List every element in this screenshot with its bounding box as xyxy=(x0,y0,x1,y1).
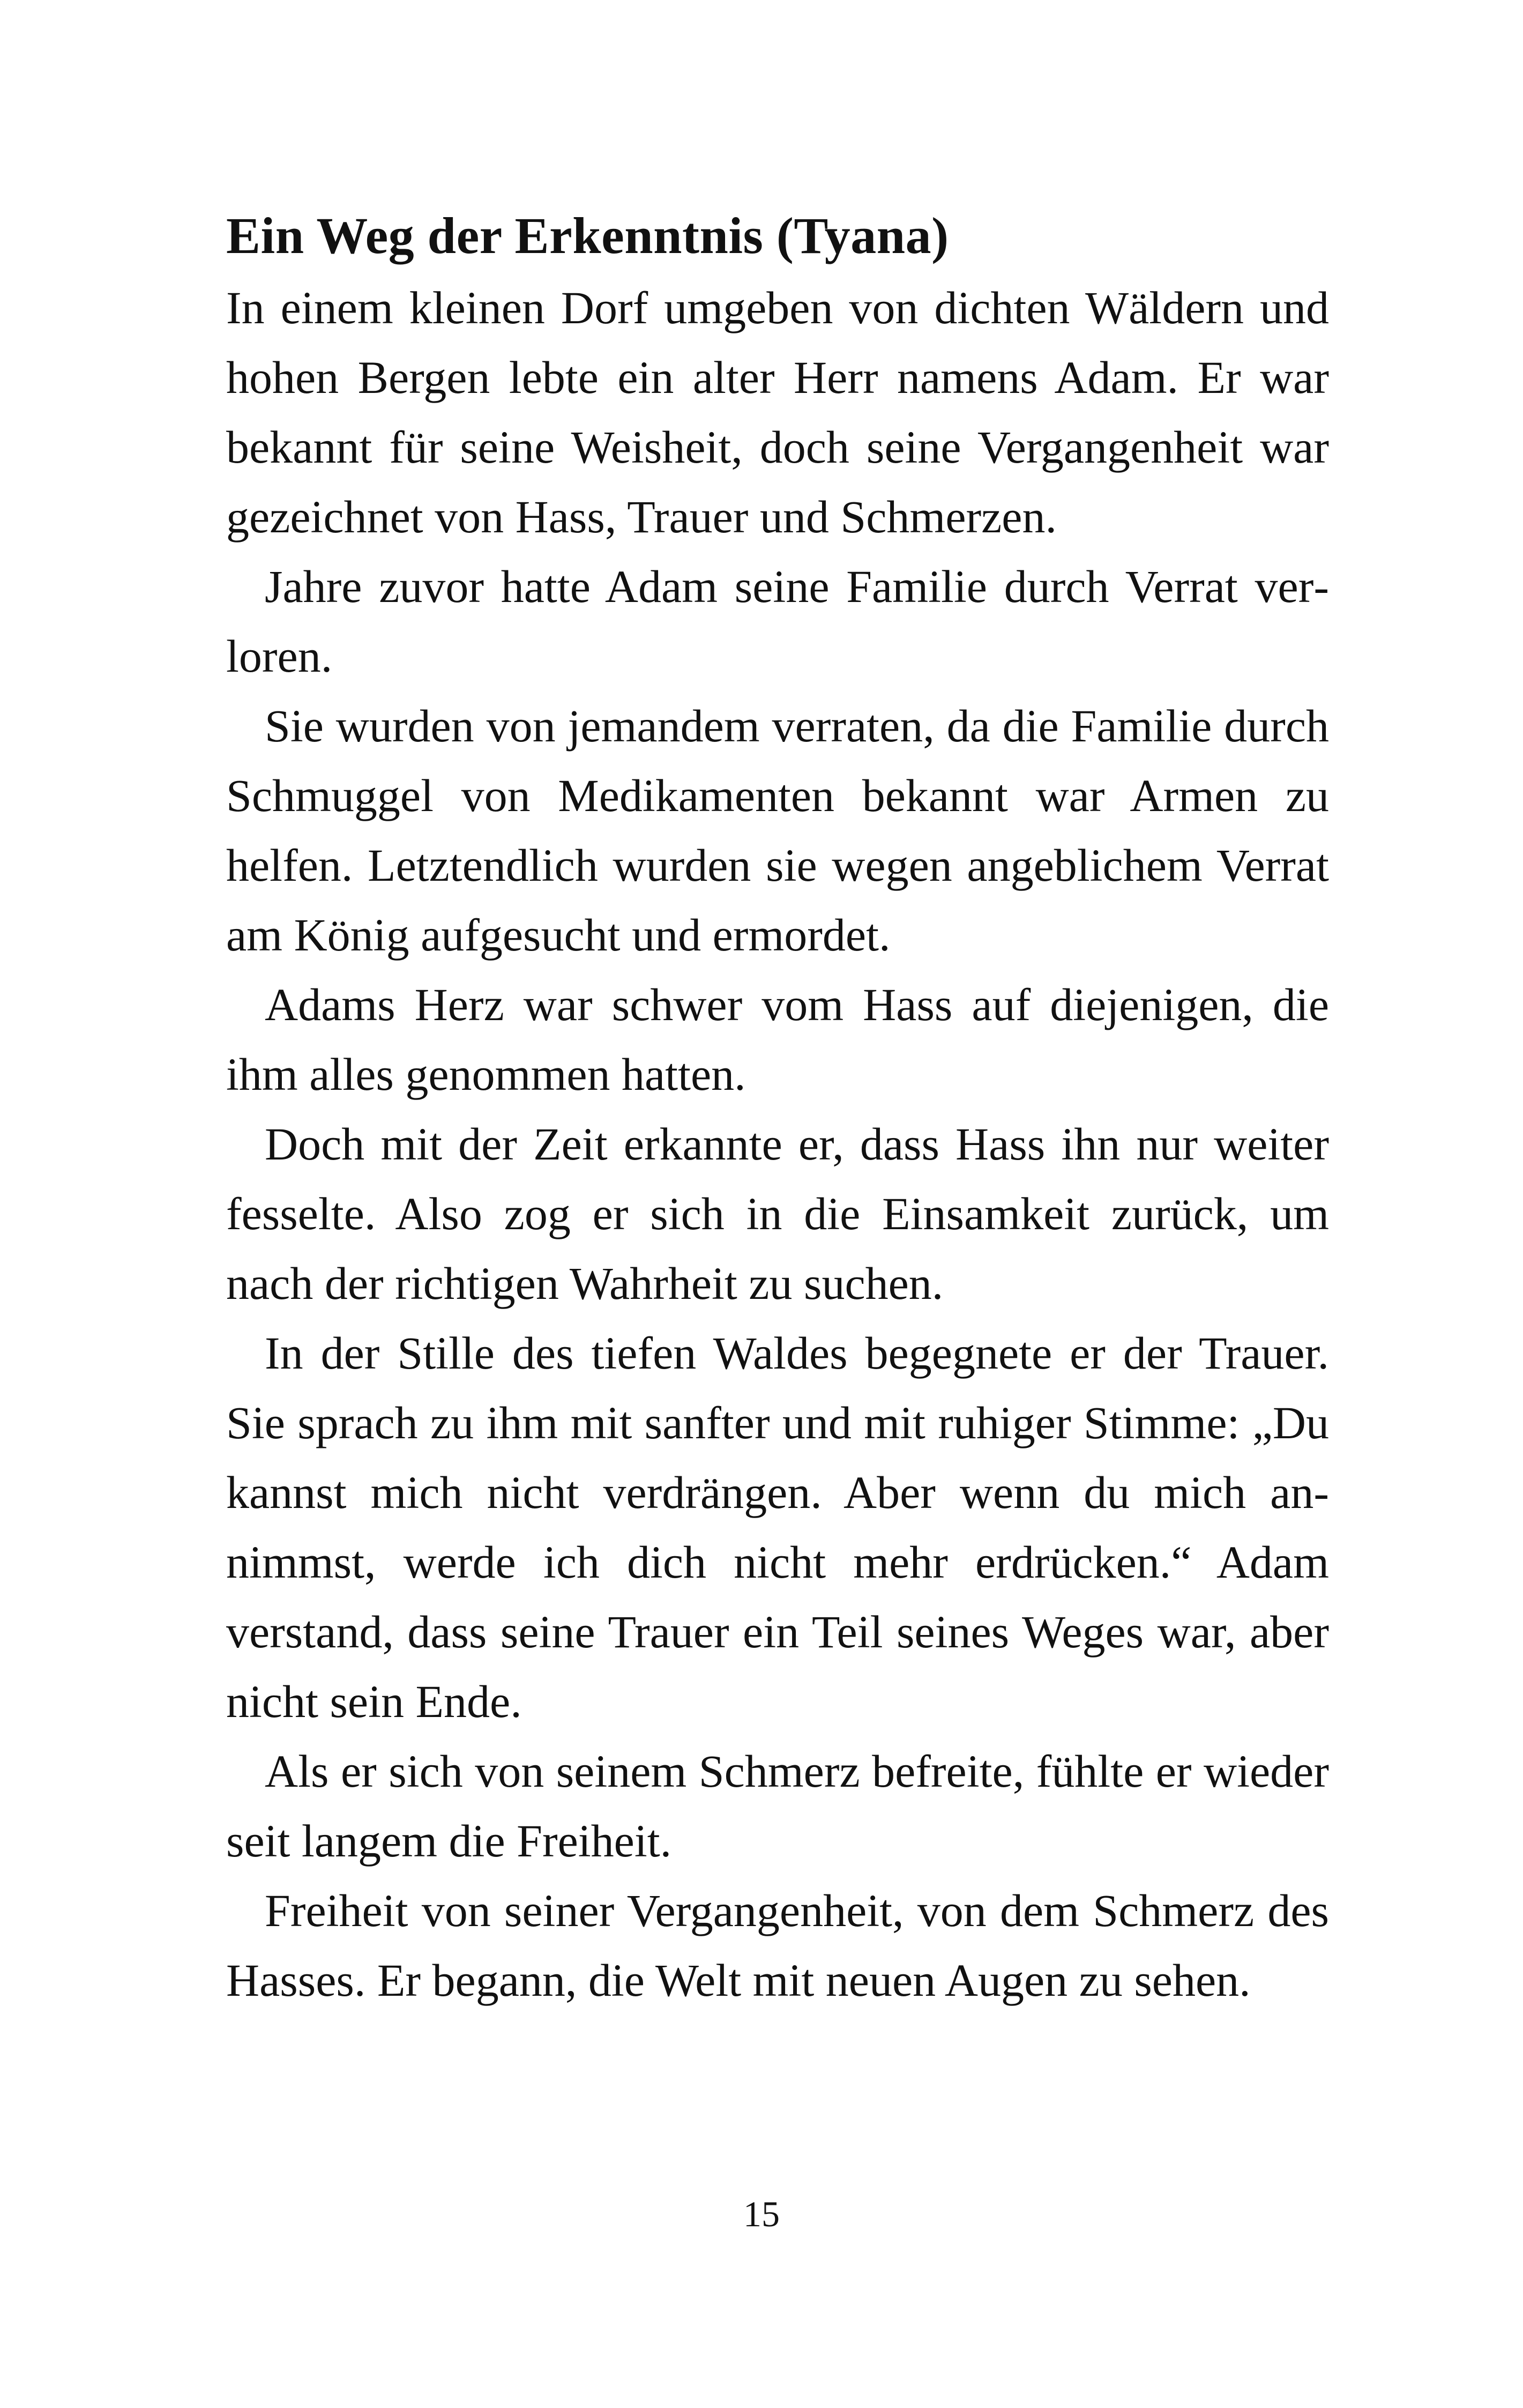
paragraph-6: In der Stille des tiefen Waldes begegnete er der Trauer. Sie sprach zu ihm mit sanfter und mit ruhiger Stimme: „Du kannst mich nicht verdrängen. Aber wenn du mich annimmst, werde ich dich nicht mehr erdrücken.“ Adam verstand, dass seine Trauer ein Teil seines Weges war, aber nicht sein Ende. xyxy=(226,1327,1329,1727)
chapter-title: Ein Weg der Erkenntnis (Tyana) xyxy=(226,207,949,264)
paragraph-4: Adams Herz war schwer vom Hass auf diejenigen, die ihm alles genommen hatten. xyxy=(226,979,1329,1100)
page-number: 15 xyxy=(743,2194,780,2234)
paragraph-5: Doch mit der Zeit erkannte er, dass Hass ihn nur weiter fesselte. Also zog er sich in die Einsamkeit zurück, um nach der richtigen Wahrheit zu suchen. xyxy=(226,1118,1329,1309)
paragraph-8: Freiheit von seiner Vergangenheit, von dem Schmerz des Hasses. Er begann, die Welt mit neuen Augen zu sehen. xyxy=(226,1885,1329,2006)
paragraph-7: Als er sich von seinem Schmerz befreite, fühlte er wieder seit langem die Freiheit. xyxy=(226,1745,1329,1867)
chapter-text xyxy=(226,201,1329,2015)
paragraph-2: Jahre zuvor hatte Adam seine Familie durch Verrat verloren. xyxy=(226,561,1329,682)
paragraph-3: Sie wurden von jemandem verraten, da die Familie durch Schmuggel von Medikamenten bekannt war Armen zu helfen. Letztendlich wurden sie wegen angeblichem Verrat am König aufgesucht und ermordet. xyxy=(226,700,1329,961)
paragraph-1: In einem kleinen Dorf umgeben von dichten Wäldern und hohen Bergen lebte ein alter Herr namens Adam. Er war bekannt für seine Weisheit, doch seine Vergangenheit war gezeichnet von Hass, Trauer und Schmerzen. xyxy=(226,282,1329,542)
